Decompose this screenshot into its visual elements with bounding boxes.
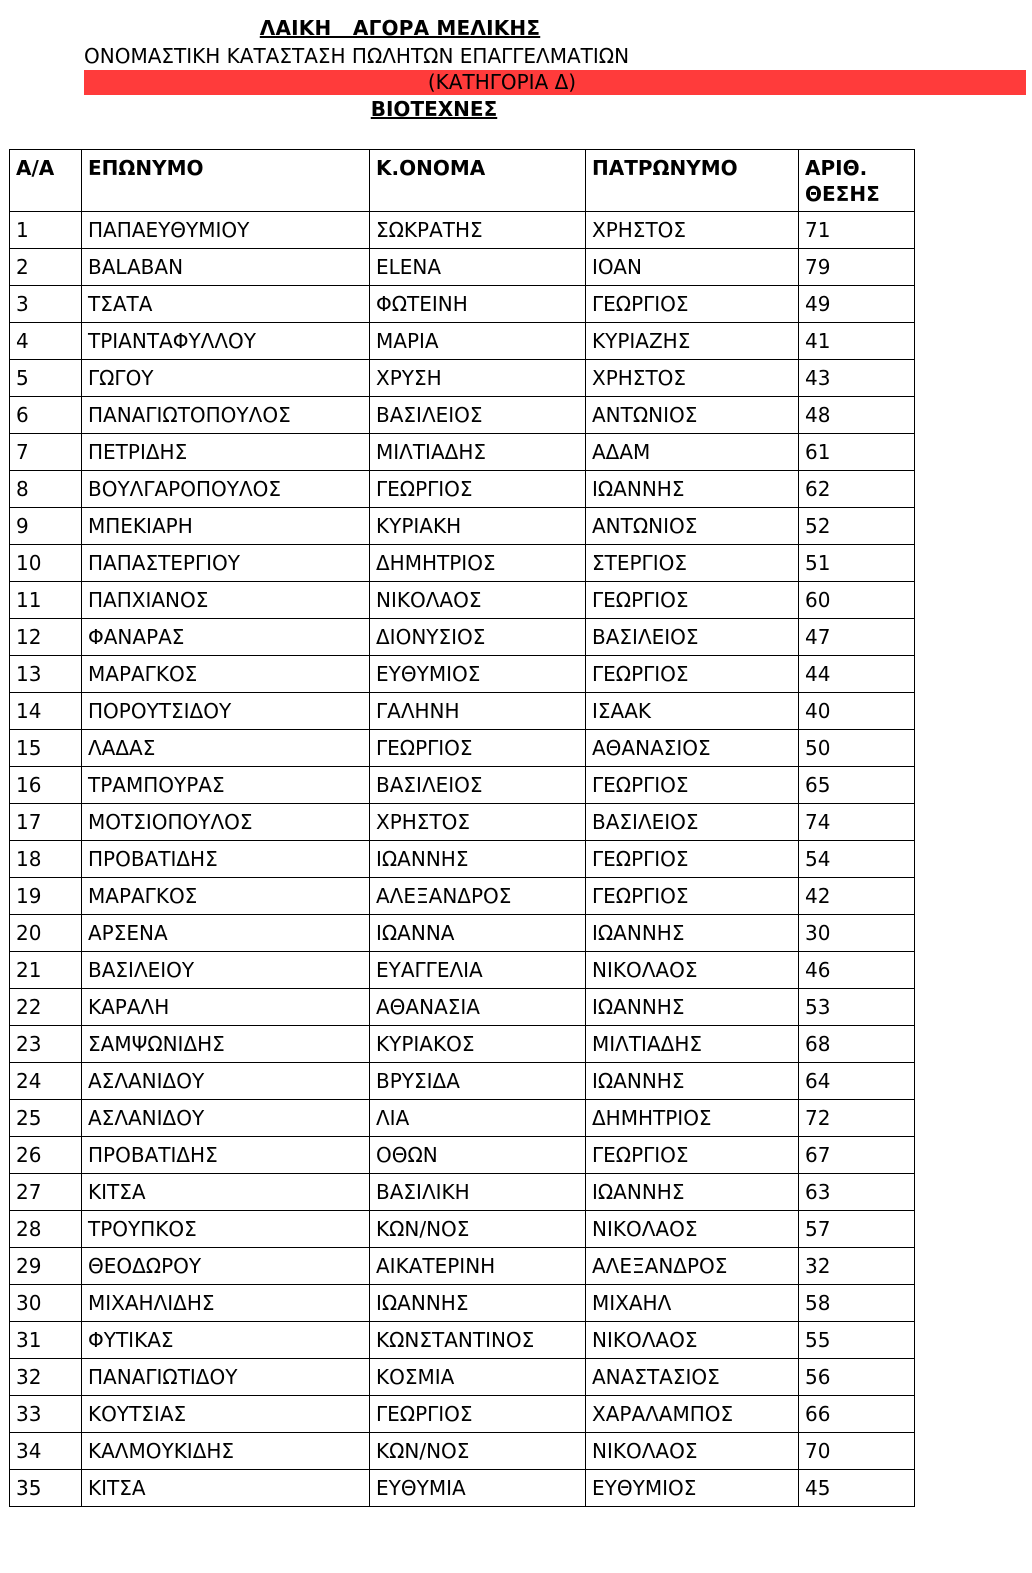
- cell-aa: 20: [10, 915, 82, 952]
- cell-surname: ΤΡΑΜΠΟΥΡΑΣ: [82, 767, 370, 804]
- table-row: [10, 286, 915, 323]
- cell-aa: 27: [10, 1174, 82, 1211]
- table-row: [10, 1433, 915, 1470]
- cell-first-name: ΚΥΡΙΑΚΟΣ: [370, 1026, 586, 1063]
- cell-position-number: 72: [799, 1100, 915, 1137]
- cell-aa: 19: [10, 878, 82, 915]
- cell-patronymic: ΧΑΡΑΛΑΜΠΟΣ: [586, 1396, 799, 1433]
- cell-first-name: ΕΥΑΓΓΕΛΙΑ: [370, 952, 586, 989]
- table-row: [10, 1396, 915, 1433]
- cell-position-number: 61: [799, 434, 915, 471]
- cell-patronymic: ΑΝΤΩΝΙΟΣ: [586, 508, 799, 545]
- cell-first-name: ΒΑΣΙΛΙΚΗ: [370, 1174, 586, 1211]
- col-first-name-header: Κ.ΟΝΟΜΑ: [370, 150, 586, 212]
- cell-aa: 9: [10, 508, 82, 545]
- table-row: [10, 434, 915, 471]
- cell-surname: ΦΑΝΑΡΑΣ: [82, 619, 370, 656]
- cell-first-name: ΕΥΘΥΜΙΟΣ: [370, 656, 586, 693]
- table-header: [10, 150, 915, 212]
- cell-first-name: ΑΙΚΑΤΕΡΙΝΗ: [370, 1248, 586, 1285]
- cell-aa: 26: [10, 1137, 82, 1174]
- cell-first-name: ΔΙΟΝΥΣΙΟΣ: [370, 619, 586, 656]
- cell-first-name: ΑΛΕΞΑΝΔΡΟΣ: [370, 878, 586, 915]
- cell-patronymic: ΑΛΕΞΑΝΔΡΟΣ: [586, 1248, 799, 1285]
- cell-surname: ΓΩΓΟΥ: [82, 360, 370, 397]
- cell-surname: ΛΑΔΑΣ: [82, 730, 370, 767]
- cell-patronymic: ΓΕΩΡΓΙΟΣ: [586, 582, 799, 619]
- cell-surname: ΠΑΝΑΓΙΩΤΙΔΟΥ: [82, 1359, 370, 1396]
- cell-position-number: 52: [799, 508, 915, 545]
- table-row: [10, 693, 915, 730]
- cell-surname: ΠΑΠΧΙΑΝΟΣ: [82, 582, 370, 619]
- cell-aa: 4: [10, 323, 82, 360]
- cell-aa: 13: [10, 656, 82, 693]
- cell-patronymic: ΙΩΑΝΝΗΣ: [586, 1174, 799, 1211]
- cell-first-name: ΓΕΩΡΓΙΟΣ: [370, 730, 586, 767]
- table-row: [10, 989, 915, 1026]
- cell-patronymic: ΑΔΑΜ: [586, 434, 799, 471]
- cell-surname: ΜΑΡΑΓΚΟΣ: [82, 878, 370, 915]
- col-position-number-header: ΑΡΙΘ. ΘΕΣΗΣ: [799, 150, 915, 212]
- table-row: [10, 360, 915, 397]
- cell-patronymic: ΓΕΩΡΓΙΟΣ: [586, 1137, 799, 1174]
- cell-position-number: 30: [799, 915, 915, 952]
- table-row: [10, 952, 915, 989]
- cell-aa: 3: [10, 286, 82, 323]
- cell-aa: 11: [10, 582, 82, 619]
- cell-first-name: ΓΕΩΡΓΙΟΣ: [370, 471, 586, 508]
- cell-position-number: 44: [799, 656, 915, 693]
- table-row: [10, 915, 915, 952]
- cell-first-name: ΚΩΝΣΤΑΝΤΙΝΟΣ: [370, 1322, 586, 1359]
- cell-aa: 25: [10, 1100, 82, 1137]
- cell-surname: ΜΟΤΣΙΟΠΟΥΛΟΣ: [82, 804, 370, 841]
- cell-aa: 30: [10, 1285, 82, 1322]
- cell-aa: 35: [10, 1470, 82, 1507]
- cell-position-number: 79: [799, 249, 915, 286]
- table-row: [10, 249, 915, 286]
- cell-surname: ΤΡΙΑΝΤΑΦΥΛΛΟΥ: [82, 323, 370, 360]
- cell-patronymic: ΔΗΜΗΤΡΙΟΣ: [586, 1100, 799, 1137]
- cell-surname: ΜΠΕΚΙΑΡΗ: [82, 508, 370, 545]
- table-row: [10, 1248, 915, 1285]
- table-row: [10, 582, 915, 619]
- cell-surname: ΠΡΟΒΑΤΙΔΗΣ: [82, 841, 370, 878]
- cell-surname: ΚΙΤΣΑ: [82, 1174, 370, 1211]
- table-row: [10, 804, 915, 841]
- cell-position-number: 54: [799, 841, 915, 878]
- cell-position-number: 56: [799, 1359, 915, 1396]
- cell-first-name: ΒΡΥΣΙΔΑ: [370, 1063, 586, 1100]
- cell-aa: 6: [10, 397, 82, 434]
- cell-patronymic: ΙΩΑΝΝΗΣ: [586, 471, 799, 508]
- cell-patronymic: ΧΡΗΣΤΟΣ: [586, 360, 799, 397]
- cell-position-number: 65: [799, 767, 915, 804]
- cell-first-name: ΓΑΛΗΝΗ: [370, 693, 586, 730]
- cell-aa: 34: [10, 1433, 82, 1470]
- cell-surname: ΜΑΡΑΓΚΟΣ: [82, 656, 370, 693]
- cell-aa: 28: [10, 1211, 82, 1248]
- cell-aa: 24: [10, 1063, 82, 1100]
- table-row: [10, 1137, 915, 1174]
- cell-surname: ΘΕΟΔΩΡΟΥ: [82, 1248, 370, 1285]
- table-row: [10, 508, 915, 545]
- cell-aa: 5: [10, 360, 82, 397]
- cell-position-number: 40: [799, 693, 915, 730]
- cell-aa: 1: [10, 212, 82, 249]
- cell-position-number: 32: [799, 1248, 915, 1285]
- cell-position-number: 66: [799, 1396, 915, 1433]
- cell-aa: 21: [10, 952, 82, 989]
- cell-aa: 7: [10, 434, 82, 471]
- cell-patronymic: ΓΕΩΡΓΙΟΣ: [586, 286, 799, 323]
- cell-aa: 17: [10, 804, 82, 841]
- cell-aa: 12: [10, 619, 82, 656]
- cell-position-number: 51: [799, 545, 915, 582]
- cell-first-name: ΕΥΘΥΜΙΑ: [370, 1470, 586, 1507]
- cell-aa: 10: [10, 545, 82, 582]
- cell-position-number: 70: [799, 1433, 915, 1470]
- cell-patronymic: ΓΕΩΡΓΙΟΣ: [586, 841, 799, 878]
- cell-surname: ΠΟΡΟΥΤΣΙΔΟΥ: [82, 693, 370, 730]
- cell-surname: ΠΡΟΒΑΤΙΔΗΣ: [82, 1137, 370, 1174]
- cell-position-number: 41: [799, 323, 915, 360]
- col-surname-header: ΕΠΩΝΥΜΟ: [82, 150, 370, 212]
- cell-patronymic: ΧΡΗΣΤΟΣ: [586, 212, 799, 249]
- cell-first-name: ΚΥΡΙΑΚΗ: [370, 508, 586, 545]
- cell-patronymic: ΕΥΘΥΜΙΟΣ: [586, 1470, 799, 1507]
- table-row: [10, 1211, 915, 1248]
- cell-patronymic: ΙΩΑΝΝΗΣ: [586, 915, 799, 952]
- cell-position-number: 53: [799, 989, 915, 1026]
- cell-first-name: ΙΩΑΝΝΗΣ: [370, 841, 586, 878]
- cell-patronymic: ΓΕΩΡΓΙΟΣ: [586, 767, 799, 804]
- cell-patronymic: ΚΥΡΙΑΖΗΣ: [586, 323, 799, 360]
- cell-surname: ΤΣΑΤΑ: [82, 286, 370, 323]
- cell-patronymic: ΑΝΑΣΤΑΣΙΟΣ: [586, 1359, 799, 1396]
- table-row: [10, 1285, 915, 1322]
- table-row: [10, 730, 915, 767]
- cell-first-name: ΛΙΑ: [370, 1100, 586, 1137]
- cell-patronymic: ΑΝΤΩΝΙΟΣ: [586, 397, 799, 434]
- cell-patronymic: ΝΙΚΟΛΑΟΣ: [586, 1433, 799, 1470]
- cell-position-number: 74: [799, 804, 915, 841]
- cell-position-number: 67: [799, 1137, 915, 1174]
- cell-patronymic: ΣΤΕΡΓΙΟΣ: [586, 545, 799, 582]
- col-aa-header: Α/Α: [10, 150, 82, 212]
- table-body: [10, 212, 915, 1507]
- cell-surname: ΣΑΜΨΩΝΙΔΗΣ: [82, 1026, 370, 1063]
- table-row: [10, 841, 915, 878]
- cell-position-number: 55: [799, 1322, 915, 1359]
- table-row: [10, 656, 915, 693]
- table-row: [10, 323, 915, 360]
- category-label: (ΚΑΤΗΓΟΡΙΑ Δ): [427, 70, 577, 94]
- document-title: ΛΑΙΚΗ ΑΓΟΡΑ ΜΕΛΙΚΗΣ: [259, 16, 541, 40]
- cell-surname: BALABAN: [82, 249, 370, 286]
- cell-surname: ΠΑΠΑΕΥΘΥΜΙΟΥ: [82, 212, 370, 249]
- cell-aa: 16: [10, 767, 82, 804]
- table-row: [10, 1063, 915, 1100]
- cell-position-number: 48: [799, 397, 915, 434]
- cell-patronymic: ΒΑΣΙΛΕΙΟΣ: [586, 619, 799, 656]
- cell-position-number: 68: [799, 1026, 915, 1063]
- cell-aa: 15: [10, 730, 82, 767]
- cell-patronymic: ΜΙΧΑΗΛ: [586, 1285, 799, 1322]
- cell-patronymic: ΙΩΑΝΝΗΣ: [586, 1063, 799, 1100]
- cell-surname: ΚΙΤΣΑ: [82, 1470, 370, 1507]
- table-row: [10, 212, 915, 249]
- cell-first-name: ΦΩΤΕΙΝΗ: [370, 286, 586, 323]
- cell-surname: ΠΑΝΑΓΙΩΤΟΠΟΥΛΟΣ: [82, 397, 370, 434]
- cell-surname: ΑΡΣΕΝΑ: [82, 915, 370, 952]
- table-row: [10, 1322, 915, 1359]
- cell-first-name: ΙΩΑΝΝΗΣ: [370, 1285, 586, 1322]
- cell-first-name: ΙΩΑΝΝΑ: [370, 915, 586, 952]
- cell-first-name: ΝΙΚΟΛΑΟΣ: [370, 582, 586, 619]
- cell-aa: 23: [10, 1026, 82, 1063]
- cell-position-number: 58: [799, 1285, 915, 1322]
- cell-first-name: ΒΑΣΙΛΕΙΟΣ: [370, 767, 586, 804]
- cell-aa: 18: [10, 841, 82, 878]
- cell-surname: ΑΣΛΑΝΙΔΟΥ: [82, 1100, 370, 1137]
- table-row: [10, 767, 915, 804]
- cell-surname: ΒΟΥΛΓΑΡΟΠΟΥΛΟΣ: [82, 471, 370, 508]
- cell-surname: ΚΑΡΑΛΗ: [82, 989, 370, 1026]
- cell-position-number: 46: [799, 952, 915, 989]
- cell-patronymic: ΓΕΩΡΓΙΟΣ: [586, 878, 799, 915]
- section-heading: ΒΙΟΤΕΧΝΕΣ: [370, 97, 498, 121]
- cell-surname: ΜΙΧΑΗΛΙΔΗΣ: [82, 1285, 370, 1322]
- col-patronymic-header: ΠΑΤΡΩΝΥΜΟ: [586, 150, 799, 212]
- cell-aa: 31: [10, 1322, 82, 1359]
- cell-first-name: ΔΗΜΗΤΡΙΟΣ: [370, 545, 586, 582]
- table-row: [10, 1026, 915, 1063]
- cell-first-name: ΑΘΑΝΑΣΙΑ: [370, 989, 586, 1026]
- cell-patronymic: ΝΙΚΟΛΑΟΣ: [586, 1211, 799, 1248]
- cell-aa: 33: [10, 1396, 82, 1433]
- cell-position-number: 62: [799, 471, 915, 508]
- cell-aa: 14: [10, 693, 82, 730]
- cell-patronymic: ΒΑΣΙΛΕΙΟΣ: [586, 804, 799, 841]
- cell-position-number: 42: [799, 878, 915, 915]
- vendor-table: [9, 149, 915, 1507]
- cell-patronymic: ΓΕΩΡΓΙΟΣ: [586, 656, 799, 693]
- cell-position-number: 43: [799, 360, 915, 397]
- cell-position-number: 60: [799, 582, 915, 619]
- cell-aa: 8: [10, 471, 82, 508]
- cell-patronymic: ΝΙΚΟΛΑΟΣ: [586, 952, 799, 989]
- cell-position-number: 47: [799, 619, 915, 656]
- cell-patronymic: ΑΘΑΝΑΣΙΟΣ: [586, 730, 799, 767]
- cell-position-number: 57: [799, 1211, 915, 1248]
- table-row: [10, 619, 915, 656]
- table-row: [10, 1174, 915, 1211]
- table-row: [10, 878, 915, 915]
- cell-surname: ΤΡΟΥΠΚΟΣ: [82, 1211, 370, 1248]
- cell-first-name: ΚΟΣΜΙΑ: [370, 1359, 586, 1396]
- cell-first-name: ELENA: [370, 249, 586, 286]
- cell-first-name: ΧΡΥΣΗ: [370, 360, 586, 397]
- cell-first-name: ΓΕΩΡΓΙΟΣ: [370, 1396, 586, 1433]
- cell-position-number: 50: [799, 730, 915, 767]
- cell-surname: ΠΑΠΑΣΤΕΡΓΙΟΥ: [82, 545, 370, 582]
- cell-position-number: 49: [799, 286, 915, 323]
- cell-first-name: ΚΩΝ/ΝΟΣ: [370, 1433, 586, 1470]
- cell-first-name: ΜΙΛΤΙΑΔΗΣ: [370, 434, 586, 471]
- cell-position-number: 71: [799, 212, 915, 249]
- cell-aa: 32: [10, 1359, 82, 1396]
- document-subtitle: ΟΝΟΜΑΣΤΙΚΗ ΚΑΤΑΣΤΑΣΗ ΠΩΛΗΤΩΝ ΕΠΑΓΓΕΛΜΑΤΙΩΝ: [84, 44, 630, 68]
- cell-surname: ΒΑΣΙΛΕΙΟΥ: [82, 952, 370, 989]
- cell-first-name: ΣΩΚΡΑΤΗΣ: [370, 212, 586, 249]
- table-row: [10, 545, 915, 582]
- cell-first-name: ΚΩΝ/ΝΟΣ: [370, 1211, 586, 1248]
- cell-first-name: ΧΡΗΣΤΟΣ: [370, 804, 586, 841]
- cell-aa: 2: [10, 249, 82, 286]
- cell-surname: ΚΟΥΤΣΙΑΣ: [82, 1396, 370, 1433]
- cell-surname: ΦΥΤΙΚΑΣ: [82, 1322, 370, 1359]
- cell-patronymic: ΜΙΛΤΙΑΔΗΣ: [586, 1026, 799, 1063]
- cell-aa: 22: [10, 989, 82, 1026]
- cell-aa: 29: [10, 1248, 82, 1285]
- cell-surname: ΠΕΤΡΙΔΗΣ: [82, 434, 370, 471]
- cell-patronymic: ΙΩΑΝΝΗΣ: [586, 989, 799, 1026]
- cell-surname: ΑΣΛΑΝΙΔΟΥ: [82, 1063, 370, 1100]
- table-row: [10, 1100, 915, 1137]
- cell-position-number: 64: [799, 1063, 915, 1100]
- table-row: [10, 1470, 915, 1507]
- category-band: [84, 70, 1026, 95]
- cell-first-name: ΜΑΡΙΑ: [370, 323, 586, 360]
- cell-patronymic: IOAN: [586, 249, 799, 286]
- cell-patronymic: ΙΣΑΑΚ: [586, 693, 799, 730]
- cell-surname: ΚΑΛΜΟΥΚΙΔΗΣ: [82, 1433, 370, 1470]
- table-row: [10, 1359, 915, 1396]
- cell-first-name: ΒΑΣΙΛΕΙΟΣ: [370, 397, 586, 434]
- table-row: [10, 397, 915, 434]
- cell-position-number: 63: [799, 1174, 915, 1211]
- cell-position-number: 45: [799, 1470, 915, 1507]
- cell-first-name: ΟΘΩΝ: [370, 1137, 586, 1174]
- table-row: [10, 471, 915, 508]
- header-row: [10, 150, 915, 212]
- cell-patronymic: ΝΙΚΟΛΑΟΣ: [586, 1322, 799, 1359]
